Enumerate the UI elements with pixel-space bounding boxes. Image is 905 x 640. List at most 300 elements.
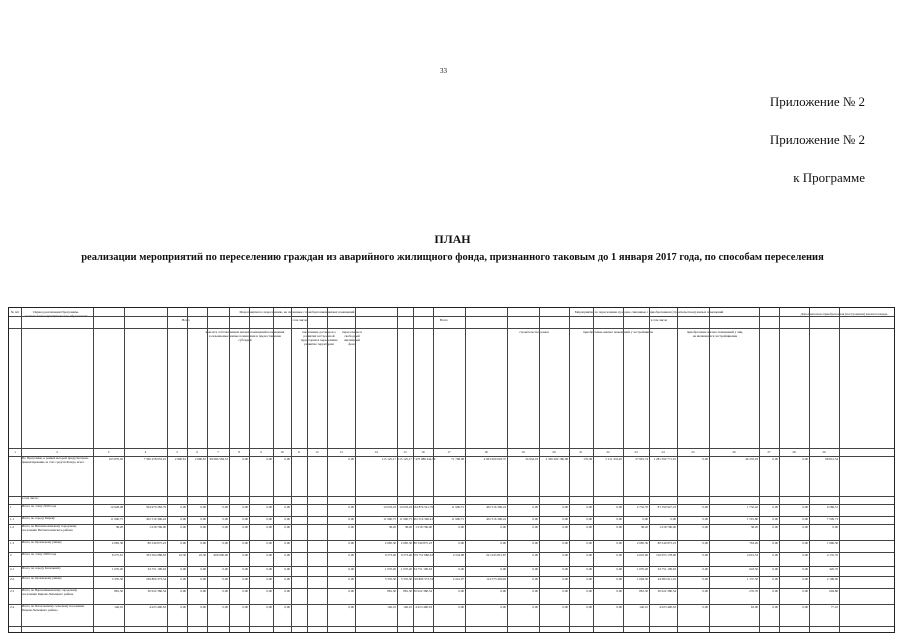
column-number: 23 <box>634 450 638 454</box>
table-cell: 34 934,18 <box>525 457 538 461</box>
table-cell: 0,00 <box>266 577 272 581</box>
table-cell: 0,00 <box>266 457 272 461</box>
table-cell: 2 685,30 <box>384 541 396 545</box>
table-cell: 0,00 <box>180 505 186 509</box>
sub-header-construction: строительство домов <box>519 330 549 334</box>
row-number: 2.2 <box>10 577 14 581</box>
column-number: 14 <box>374 450 378 454</box>
table-grid-line <box>397 308 398 632</box>
table-cell: 0,00 <box>242 505 248 509</box>
table-cell: 2 685,30 <box>111 541 123 545</box>
table-cell: 221 043 813,87 <box>486 553 506 557</box>
table-cell: 0,00 <box>586 525 592 529</box>
sub-header-development: заключение договоров о развитии застроенной территории и переселение развитие территории <box>300 330 338 346</box>
table-cell: 11 900,75 <box>399 517 412 521</box>
row-name: в том числе: <box>22 496 39 500</box>
table-grid-line <box>9 328 894 329</box>
table-cell: 0,00 <box>642 517 648 521</box>
column-number: 5 <box>176 450 178 454</box>
table-cell: 77,10 <box>830 605 838 609</box>
table-grid-line <box>207 308 208 632</box>
table-cell: 0,00 <box>586 541 592 545</box>
table-grid-line <box>649 308 650 632</box>
table-cell: 0,00 <box>266 517 272 521</box>
column-number: 10 <box>280 450 284 454</box>
column-number: 17 <box>447 450 451 454</box>
table-cell: 0,00 <box>702 567 708 571</box>
table-cell: 0,00 <box>242 577 248 581</box>
column-number: 8 <box>238 450 240 454</box>
table-cell: 452 516 396,43 <box>486 517 506 521</box>
row-number: 1.3 <box>10 541 14 545</box>
table-cell: 0,00 <box>802 505 808 509</box>
row-name: Итого по Орловскому району <box>22 576 62 580</box>
row-number: 1 <box>10 505 12 509</box>
table-grid-line <box>593 308 594 632</box>
table-cell: 0,00 <box>180 567 186 571</box>
table-cell: 9 286,51 <box>826 505 838 509</box>
table-cell: 0,00 <box>772 577 778 581</box>
table-cell: 881,50 <box>114 589 123 593</box>
table-cell: 1 996,50 <box>826 541 838 545</box>
table-cell: 604,80 <box>829 589 838 593</box>
table-cell: 0,00 <box>772 517 778 521</box>
table-cell: 0,00 <box>222 589 228 593</box>
table-cell: 0,00 <box>180 541 186 545</box>
table-cell: 0,00 <box>562 517 568 521</box>
table-grid-line <box>187 308 188 632</box>
table-cell: 14 633,43 <box>399 505 412 509</box>
column-number: 6 <box>196 450 198 454</box>
table-cell: 0,00 <box>702 553 708 557</box>
table-cell: 379 751 986,63 <box>413 553 433 557</box>
table-grid-line <box>677 308 678 632</box>
table-cell: 0,00 <box>266 553 272 557</box>
table-cell: 71 768,08 <box>451 457 464 461</box>
table-cell: 38,20 <box>404 525 412 529</box>
table-cell: 0,00 <box>200 525 206 529</box>
table-cell: 0,00 <box>222 517 228 521</box>
table-cell: 0,00 <box>616 567 622 571</box>
sub-header-developers: приобретение жилых помещений у застройщиков <box>583 330 653 334</box>
column-number: 16 <box>421 450 425 454</box>
table-cell: 27 891,74 <box>635 457 648 461</box>
table-cell: 763,26 <box>749 541 758 545</box>
table-cell: 0,00 <box>348 605 354 609</box>
table-cell: 0,00 <box>702 541 708 545</box>
table-cell: 0,00 <box>562 525 568 529</box>
table-cell: 881,50 <box>403 589 412 593</box>
table-cell: 80 540 875,23 <box>147 541 166 545</box>
sub-header-non-developers: приобретение жилых помещений у лиц, не являющихся застройщиками <box>686 330 744 338</box>
table-grid-line <box>9 496 894 497</box>
row-name: Итого по Вятскополянскому городскому поселению Вятскополянского района <box>22 524 77 532</box>
col-header-num: № п/п <box>10 310 20 314</box>
table-cell: 3 335,30 <box>384 577 396 581</box>
column-number: 18 <box>484 450 488 454</box>
table-cell: 4 023 490,63 <box>149 605 166 609</box>
table-cell: 0,00 <box>802 517 808 521</box>
table-cell: 0,00 <box>348 517 354 521</box>
table-cell: 0,00 <box>562 577 568 581</box>
table-cell: 0,00 <box>532 589 538 593</box>
table-cell: 0,00 <box>458 605 464 609</box>
table-cell: 0,00 <box>458 541 464 545</box>
table-cell: 1 018 796,00 <box>149 525 166 529</box>
table-cell: 0,00 <box>348 577 354 581</box>
table-grid-line <box>327 308 328 632</box>
table-cell: 0,00 <box>702 517 708 521</box>
table-cell: 0,00 <box>200 589 206 593</box>
table-cell: 452 516 396,43 <box>486 505 506 509</box>
row-number: 2 <box>10 553 12 557</box>
table-cell: 63,00 <box>750 605 758 609</box>
table-cell: 0,00 <box>586 505 592 509</box>
table-grid-line <box>507 308 508 632</box>
table-cell: 0,00 <box>562 567 568 571</box>
table-cell: 38,20 <box>388 525 396 529</box>
table-cell: 68 812,54 <box>825 457 838 461</box>
table-cell: 80 540 875,23 <box>657 541 676 545</box>
column-number: 29 <box>822 450 826 454</box>
table-cell: 0,00 <box>266 567 272 571</box>
row-number: 1.2 <box>10 525 14 529</box>
table-cell: 3 335,30 <box>111 577 123 581</box>
table-cell: 1 732,42 <box>746 505 758 509</box>
table-cell: 11 900,75 <box>110 517 123 521</box>
table-cell: 14 633,43 <box>383 505 396 509</box>
table-cell: 0,00 <box>348 541 354 545</box>
table-cell: 9 273,46 <box>400 553 412 557</box>
table-cell: 0,00 <box>348 589 354 593</box>
table-grid-line <box>167 308 168 632</box>
table-cell: 0,00 <box>702 457 708 461</box>
table-grid-line <box>307 308 308 632</box>
table-cell: 0,00 <box>284 457 290 461</box>
table-cell: 0,00 <box>586 589 592 593</box>
table-cell: 0,00 <box>266 541 272 545</box>
sub-header-total: Всего <box>181 318 191 322</box>
table-cell: 1 070,20 <box>111 567 123 571</box>
row-number: 2.4 <box>10 605 14 609</box>
table-cell: 2 685,30 <box>400 541 412 545</box>
table-cell: 0,00 <box>702 605 708 609</box>
column-number: 19 <box>521 450 525 454</box>
table-cell: 0,00 <box>242 553 248 557</box>
column-number: 9 <box>260 450 262 454</box>
table-grid-line <box>839 308 840 632</box>
table-cell: 0,00 <box>802 605 808 609</box>
table-grid-line <box>9 448 894 449</box>
table-cell: 0,00 <box>772 457 778 461</box>
column-number: 1 <box>14 450 16 454</box>
table-cell: 0,00 <box>242 605 248 609</box>
table-cell: 11 900,75 <box>451 505 464 509</box>
column-number: 24 <box>661 450 665 454</box>
row-number: 2.3 <box>10 589 14 593</box>
table-cell: 0,00 <box>180 517 186 521</box>
table-cell: 109 800 373,34 <box>146 577 166 581</box>
table-cell: 0,00 <box>802 457 808 461</box>
table-cell: 1 018 796,00 <box>415 525 432 529</box>
table-grid-line <box>465 308 466 632</box>
table-cell: 0,00 <box>200 605 206 609</box>
table-cell: 0,00 <box>458 525 464 529</box>
table-cell: 114 573 403,06 <box>486 577 506 581</box>
row-name: По Программе, в рамках которой предусмотрено финансирование за счет средств Фонда, всего <box>22 456 89 464</box>
table-cell: 22,30 <box>198 553 206 557</box>
table-cell: 0,00 <box>266 589 272 593</box>
table-cell: 0,00 <box>702 577 708 581</box>
table-cell: 643,50 <box>749 567 758 571</box>
table-cell: 504 970 283,79 <box>146 505 166 509</box>
table-cell: 0,00 <box>222 577 228 581</box>
row-name: Итого по городу Котельничу <box>22 566 61 570</box>
table-cell: 0,00 <box>772 605 778 609</box>
table-cell: 0,00 <box>616 517 622 521</box>
table-cell: 0,00 <box>348 567 354 571</box>
table-cell: 0,00 <box>200 577 206 581</box>
table-cell: 0,00 <box>562 605 568 609</box>
table-cell: 0,00 <box>586 605 592 609</box>
table-cell: 0,00 <box>832 525 838 529</box>
table-cell: 0,00 <box>242 517 248 521</box>
table-cell: 1 137,50 <box>746 577 758 581</box>
appendix-program-label: к Программе <box>793 170 865 185</box>
table-cell: 276,70 <box>749 589 758 593</box>
table-cell: 11 900,75 <box>451 517 464 521</box>
table-cell: 0,00 <box>802 553 808 557</box>
table-cell: 0,00 <box>266 605 272 609</box>
table-cell: 881,50 <box>387 589 396 593</box>
table-cell: 38,20 <box>640 525 648 529</box>
table-cell: 0,00 <box>348 505 354 509</box>
table-cell: 0,00 <box>562 553 568 557</box>
table-cell: 0,00 <box>616 525 622 529</box>
table-cell: 3 335,30 <box>400 577 412 581</box>
table-cell: 115 125,17 <box>381 457 396 461</box>
table-cell: 1 094,30 <box>636 577 648 581</box>
table-cell: 0,00 <box>532 525 538 529</box>
table-cell: 0,00 <box>222 541 228 545</box>
table-cell: 0,00 <box>616 505 622 509</box>
table-cell: 0,00 <box>500 567 506 571</box>
column-number: 2 <box>56 450 58 454</box>
table-cell: 0,00 <box>616 553 622 557</box>
table-cell: 0,00 <box>532 605 538 609</box>
table-cell: 22,30 <box>178 553 186 557</box>
table-cell: 0,00 <box>284 541 290 545</box>
table-cell: 534 876 321,79 <box>413 505 433 509</box>
table-cell: 80 540 875,23 <box>413 541 432 545</box>
table-cell: 0,00 <box>772 505 778 509</box>
table-cell: 0,00 <box>802 525 808 529</box>
table-cell: 0,00 <box>532 541 538 545</box>
table-cell: 1 070,20 <box>636 567 648 571</box>
appendix-label: Приложение № 2 <box>769 132 865 147</box>
table-cell: 0,00 <box>532 567 538 571</box>
table-cell: 44 993 911,16 <box>657 577 676 581</box>
table-cell: 0,00 <box>772 553 778 557</box>
table-cell: 38,20 <box>750 525 758 529</box>
table-cell: 1 281 592 771,91 <box>653 457 676 461</box>
table-cell: 0,00 <box>180 589 186 593</box>
table-cell: 0,00 <box>242 589 248 593</box>
table-cell: 0,00 <box>180 577 186 581</box>
table-grid-line <box>93 308 94 632</box>
table-grid-line <box>413 308 414 632</box>
table-cell: 4 534,98 <box>452 553 464 557</box>
table-cell: 7 509,73 <box>826 517 838 521</box>
col-header-purchase: Мероприятия по переселению граждан, связанные с приобретением (строительством) жилых помещений <box>574 310 724 314</box>
plan-table <box>8 307 895 633</box>
table-cell: 9 273,46 <box>384 553 396 557</box>
table-cell: 0,00 <box>284 605 290 609</box>
sub-header-additional-area: Дополнительно приобретенная (построенная) жилая площадь <box>800 312 888 316</box>
table-cell: 0,00 <box>562 541 568 545</box>
table-cell: 0,00 <box>500 525 506 529</box>
table-cell: 0,00 <box>222 525 228 529</box>
table-cell: 4 923 900 003,37 <box>483 457 506 461</box>
table-cell: 669 000,00 <box>213 553 228 557</box>
table-cell: 2 330 282 180,98 <box>545 457 568 461</box>
table-grid-line <box>273 308 274 632</box>
column-number: 25 <box>691 450 695 454</box>
table-cell: 140,10 <box>403 605 412 609</box>
table-cell: 0,00 <box>200 567 206 571</box>
column-number: 12 <box>315 450 319 454</box>
table-cell: 1 018 796,00 <box>659 525 676 529</box>
table-grid-line <box>291 308 292 632</box>
row-name: Итого по городу Кирову <box>22 516 55 520</box>
table-cell: 7 560 258 053,91 <box>143 457 166 461</box>
table-cell: 0,00 <box>616 605 622 609</box>
table-cell: 0,00 <box>284 589 290 593</box>
plan-title: ПЛАН <box>434 232 471 246</box>
table-cell: 14 628,48 <box>110 505 123 509</box>
table-cell: 0,00 <box>242 567 248 571</box>
table-cell: 0,00 <box>200 505 206 509</box>
table-cell: 0,00 <box>242 525 248 529</box>
table-cell: 5 211 433,20 <box>605 457 622 461</box>
table-cell: 0,00 <box>562 589 568 593</box>
row-name: Итого по Верхошижемскому городскому поселению Кирово-Чепецкого района <box>22 588 78 596</box>
table-cell: 0,00 <box>586 517 592 521</box>
table-cell: 0,00 <box>702 589 708 593</box>
table-cell: 99 684 584,53 <box>209 457 228 461</box>
table-grid-line <box>9 626 894 627</box>
table-cell: 1 070,20 <box>384 567 396 571</box>
table-cell: 452 516 396,43 <box>413 517 433 521</box>
table-cell: 140,10 <box>639 605 648 609</box>
table-cell: 0,00 <box>586 553 592 557</box>
table-grid-line <box>809 308 810 632</box>
table-cell: 4 023 490,63 <box>415 605 432 609</box>
table-cell: 0,00 <box>802 541 808 545</box>
table-grid-line <box>779 308 780 632</box>
table-cell: 81 359 927,23 <box>657 505 676 509</box>
table-cell: 0,00 <box>772 525 778 529</box>
table-cell: 0,00 <box>200 541 206 545</box>
table-cell: 2 732,70 <box>636 505 648 509</box>
table-cell: 0,00 <box>532 577 538 581</box>
column-number: 28 <box>792 450 796 454</box>
table-grid-line <box>124 308 125 632</box>
table-cell: 4 041,53 <box>746 553 758 557</box>
column-number: 4 <box>144 450 147 454</box>
appendix-label: Приложение № 2 <box>769 94 865 109</box>
table-cell: 0,00 <box>802 589 808 593</box>
table-cell: 0,00 <box>200 517 206 521</box>
table-cell: 0,00 <box>284 553 290 557</box>
table-cell: 2 198,00 <box>826 577 838 581</box>
table-cell: 0,00 <box>616 541 622 545</box>
table-grid-line <box>623 308 624 632</box>
table-grid-line <box>229 308 230 632</box>
table-cell: 34 751 199,63 <box>147 567 166 571</box>
table-cell: 156 053 178,00 <box>656 553 676 557</box>
table-cell: 7 470 988 444,59 <box>413 457 436 461</box>
table-cell: 0,00 <box>242 457 248 461</box>
table-cell: 0,00 <box>532 553 538 557</box>
table-grid-line <box>433 308 434 632</box>
table-cell: 0,00 <box>242 541 248 545</box>
table-cell: 0,00 <box>772 567 778 571</box>
column-number: 7 <box>217 450 219 454</box>
table-cell: 0,00 <box>772 589 778 593</box>
table-cell: 333 504 988,63 <box>146 553 166 557</box>
table-cell: 0,00 <box>586 577 592 581</box>
table-cell: 0,00 <box>616 589 622 593</box>
table-cell: 34 751 199,63 <box>657 567 676 571</box>
table-cell: 0,00 <box>802 567 808 571</box>
table-cell: 0,00 <box>458 567 464 571</box>
table-cell: 109 800 373,34 <box>413 577 433 581</box>
table-cell: 2 990,81 <box>194 457 206 461</box>
table-cell: 0,00 <box>562 505 568 509</box>
table-cell: 34 751 199,63 <box>413 567 432 571</box>
sub-header-free-fund: переселение в свободный жилищный фонд <box>342 330 362 346</box>
table-cell: 0,00 <box>458 589 464 593</box>
table-cell: 0,00 <box>284 505 290 509</box>
column-number: 15 <box>403 450 407 454</box>
row-name: Итого по Пасеговскому сельскому поселению Кирово-Чепецкого района <box>22 604 85 612</box>
sub-header-incl-2: в том числе <box>650 318 668 322</box>
table-cell: 0,00 <box>500 605 506 609</box>
table-cell: 1 501,80 <box>746 517 758 521</box>
table-cell: 115 125,17 <box>397 457 412 461</box>
column-number: 13 <box>339 450 343 454</box>
table-cell: 0,00 <box>222 505 228 509</box>
table-cell: 0,00 <box>266 525 272 529</box>
table-cell: 0,00 <box>702 505 708 509</box>
table-cell: 0,00 <box>348 525 354 529</box>
table-grid-line <box>759 308 760 632</box>
table-cell: 0,00 <box>266 505 272 509</box>
table-cell: 0,00 <box>702 525 708 529</box>
row-name: Итого по этапу 2019 года <box>22 504 57 508</box>
table-cell: 38,20 <box>115 525 123 529</box>
table-grid-line <box>9 316 894 317</box>
column-number: 11 <box>297 450 301 454</box>
table-cell: 30 022 380,54 <box>413 589 432 593</box>
column-number: 20 <box>552 450 556 454</box>
table-cell: 0,00 <box>772 541 778 545</box>
table-cell: 0,00 <box>348 553 354 557</box>
table-cell: 0,00 <box>586 567 592 571</box>
sub-header-total-2: Всего <box>439 318 449 322</box>
sub-header-compensation: выплата собственникам жилых помещений возмещения за изымаемые жилые помещения и предоставление субсидий <box>205 330 285 342</box>
